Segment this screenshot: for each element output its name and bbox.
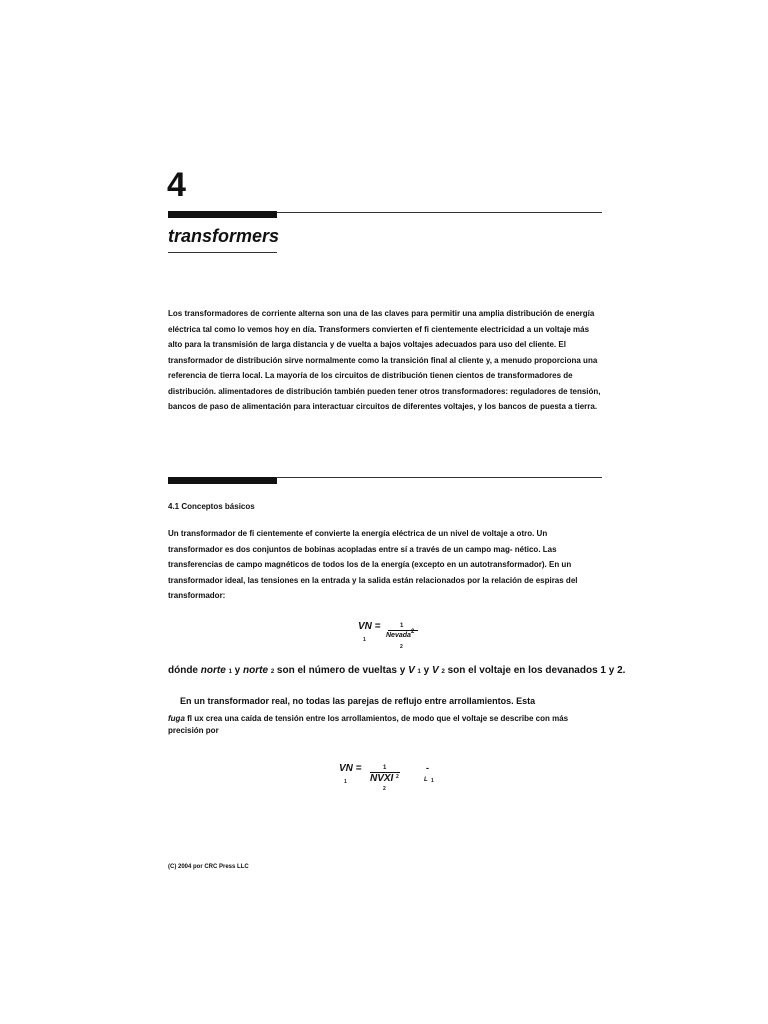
equation2-den-superscript: 2 xyxy=(396,774,399,780)
equation-turns-ratio xyxy=(330,615,450,655)
intro-paragraph: Los transformadores de corriente alterna son una de las claves para permitir una amplia distribución de energía eléctrica tal como lo vemos hoy en día. Transformers convierten ef fi cientemente electricidad a un voltaje más alto para la transmisión de larga distancia y de vuelta a bajos voltajes adecuados para uso del cliente. El transformador de distribución sirve normalmente como la transición final al cliente y, a menudo proporciona una referencia de tierra local. La mayoría de los circuitos de distribución tienen cientos de transformadores de distribución. alimentadores de distribución también pueden tener otros transformadores: reguladores de tensión, bancos de paso de alimentación para interactuar circuitos de diferentes voltajes, y los bancos de puesta a tierra. xyxy=(168,309,601,411)
copyright-footer: (C) 2004 por CRC Press LLC xyxy=(168,864,249,870)
equation1-denominator: Nevada xyxy=(386,632,411,639)
equation1-lhs: VN = xyxy=(358,621,381,632)
chapter-header-bar xyxy=(168,211,277,218)
section-paragraph: Un transformador de fi cientemente ef convierte la energía eléctrica de un nivel de voltaje a otro. Un transformador es dos conjuntos de bobinas acopladas entre sí a través de un campo mag- nético. Las transferencias de campo magnéticos de todos los de la energía (excepto en un autotransformador). En un transformador ideal, las tensiones en la entrada y la salida están relacionados por la relación de espiras del transformador: xyxy=(168,529,578,600)
equation-leakage xyxy=(330,757,460,797)
chapter-title: transformers xyxy=(168,226,280,246)
equation2-tail-subscript: 1 xyxy=(431,778,434,784)
equation1-lhs-subscript: 1 xyxy=(363,637,366,643)
equation1-den-superscript: 2 xyxy=(411,629,415,635)
section-divider-rule xyxy=(276,477,602,478)
equation2-lhs: VN = xyxy=(339,763,362,774)
variable-definition-line: dónde norte 1 y norte 2 son el número de vueltas y V 1 y V 2 son el voltaje en los devanados 1 y 2. xyxy=(168,665,626,676)
equation1-den-subscript: 2 xyxy=(400,644,403,650)
equation2-minus: - xyxy=(426,763,429,773)
chapter-title-underline xyxy=(168,252,277,253)
section-heading: 4.1 Conceptos básicos xyxy=(168,502,255,511)
section-divider-bar xyxy=(168,477,277,484)
real-transformer-line3: precisión por xyxy=(168,726,219,735)
real-transformer-line1: En un transformador real, no todas las parejas de reflujo entre arrollamientos. Esta xyxy=(180,696,536,706)
real-transformer-line2: fuga fl ux crea una caída de tensión entre los arrollamientos, de modo que el voltaje se describe con más xyxy=(168,714,569,723)
chapter-number: 4 xyxy=(167,166,186,204)
equation2-numerator: 1 xyxy=(383,765,387,771)
equation2-tail: L xyxy=(424,777,428,783)
chapter-header-rule xyxy=(276,212,602,213)
equation1-numerator: 1 xyxy=(400,623,404,629)
equation2-den-subscript: 2 xyxy=(383,786,386,792)
equation2-lhs-subscript: 1 xyxy=(344,779,347,785)
equation2-denominator: NVXI xyxy=(370,773,394,784)
fuga-word: fuga xyxy=(168,714,185,723)
